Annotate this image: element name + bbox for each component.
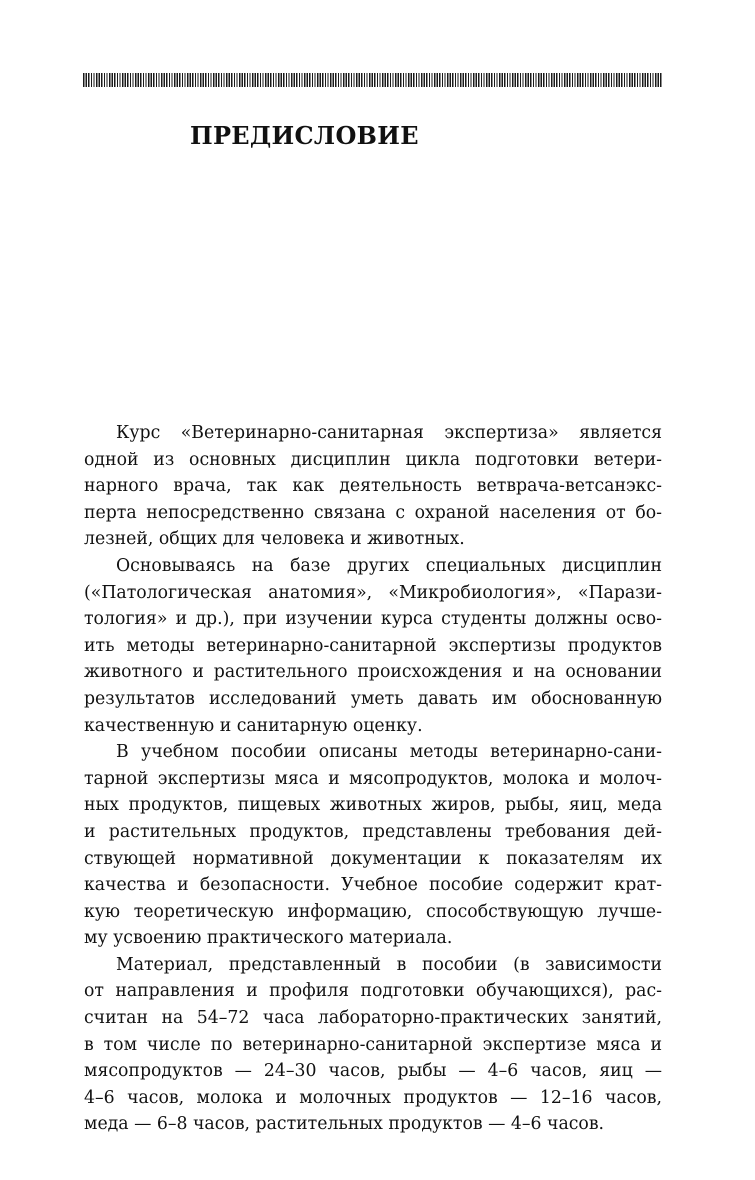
body-text: [84, 420, 662, 1138]
text-line: В учебном пособии описаны методы ветеринарно-сани-: [116, 742, 662, 763]
paragraph-1: [84, 420, 662, 553]
text-line: Курс «Ветеринарно-санитарная экспертиза» является: [116, 423, 662, 443]
decorative-top-rule: [83, 73, 663, 87]
paragraph-4: [84, 952, 662, 1138]
text-line: Основываясь на базе других специальных дисциплин: [116, 555, 662, 576]
text-line: перта непосредственно связана с охраной населения от бо-: [84, 502, 662, 523]
text-line: тарной экспертизы мяса и мясопродуктов, молока и молоч-: [84, 768, 662, 789]
text-line: кую теоретическую информацию, способствующую лучше-: [84, 901, 662, 922]
text-line: 4–6 часов, молока и молочных продуктов — 12–16 часов,: [84, 1087, 662, 1108]
page-title: ПРЕДИСЛОВИЕ: [190, 121, 419, 150]
text-line: нарного врача, так как деятельность ветврача-ветсанэкс-: [84, 476, 662, 497]
text-line: от направления и профиля подготовки обучающихся), рас-: [84, 981, 662, 1002]
text-line: мясопродуктов — 24–30 часов, рыбы — 4–6 часов, яиц —: [84, 1061, 662, 1082]
text-line: и растительных продуктов, представлены требования дей-: [84, 821, 662, 842]
text-line: тология» и др.), при изучении курса студенты должны осво-: [84, 609, 662, 630]
paragraph-2: [84, 553, 662, 739]
text-line: одной из основных дисциплин цикла подготовки ветери-: [84, 449, 662, 470]
text-line: му усвоению практического материала.: [84, 928, 453, 949]
text-line: Материал, представленный в пособии (в зависимости: [116, 954, 662, 975]
text-line: качества и безопасности. Учебное пособие содержит крат-: [84, 875, 662, 896]
text-line: ствующей нормативной документации к показателям их: [84, 848, 662, 869]
text-line: качественную и санитарную оценку.: [84, 715, 423, 736]
text-line: («Патологическая анатомия», «Микробиология», «Парази-: [84, 582, 662, 603]
paragraph-3: [84, 739, 662, 952]
text-line: ить методы ветеринарно-санитарной экспертизы продуктов: [84, 635, 662, 656]
text-line: результатов исследований уметь давать им обоснованную: [84, 688, 662, 709]
text-line: животного и растительного происхождения и на основании: [84, 662, 662, 683]
text-line: считан на 54–72 часа лабораторно-практических занятий,: [84, 1008, 662, 1029]
text-line: лезней, общих для человека и животных.: [84, 529, 465, 550]
text-line: в том числе по ветеринарно-санитарной экспертизе мяса и: [84, 1034, 662, 1055]
text-line: меда — 6–8 часов, растительных продуктов — 4–6 часов.: [84, 1114, 605, 1135]
text-line: ных продуктов, пищевых животных жиров, рыбы, яиц, меда: [84, 795, 662, 816]
